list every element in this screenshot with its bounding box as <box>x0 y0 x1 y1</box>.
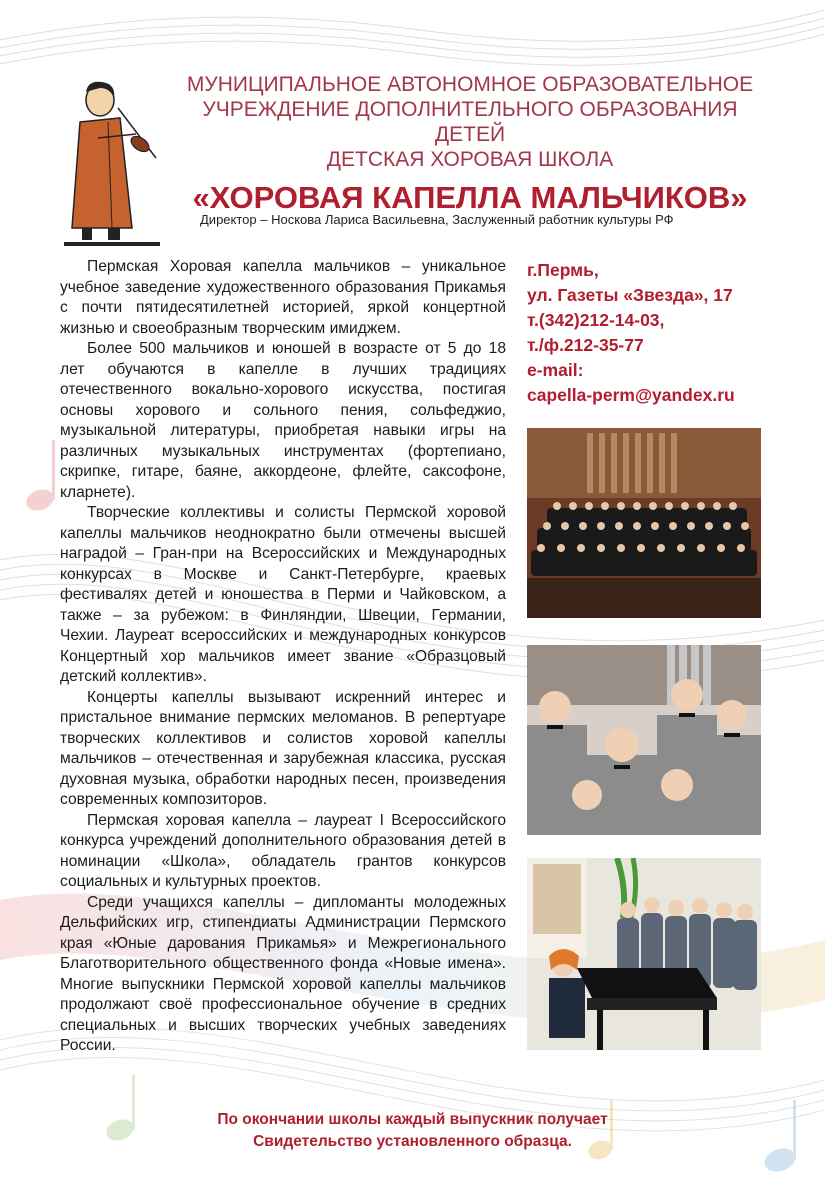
director-line: Директор – Носкова Лариса Васильевна, Заслуженный работник культуры РФ <box>200 212 674 227</box>
footer-line-1: По окончании школы каждый выпускник получает <box>217 1111 608 1128</box>
violinist-logo <box>58 78 168 253</box>
contact-address: ул. Газеты «Звезда», 17 <box>527 285 733 305</box>
footer-note <box>140 1109 685 1153</box>
contacts <box>527 258 797 408</box>
footer-line-2: Свидетельство установленного образца. <box>253 1133 572 1150</box>
paragraph: Пермская хоровая капелла – лауреат I Всероссийского конкурса учреждений дополнительного образования детей в номинации «Школа», обладатель грантов конкурсов социальных и культурных проектов. <box>60 811 506 890</box>
boys-singing-photo <box>527 645 761 835</box>
paragraph: Творческие коллективы и солисты Пермской хоровой капеллы мальчиков неоднократно были отмечены высшей наградой – Гран-при на Всероссийских и Международных конкурсах в Москве и Санкт-Петербурге, краевых фестивалях детей и юношества в Перми и Чайковском, а также – за рубежом: в Финляндии, Швеции, Германии, Чехии. Лауреат всероссийских и международных конкурсов Концертный хор мальчиков имеет звание «Образцовый детский коллектив». <box>60 504 506 685</box>
contact-fax: т./ф.212-35-77 <box>527 335 644 355</box>
choir-stage-photo <box>527 428 761 618</box>
paragraph: Пермская Хоровая капелла мальчиков – уникальное учебное заведение художественного образования Прикамья с почти пятидесятилетней историей, яркой концертной жизнью и своеобразным творческим имиджем. <box>60 258 506 337</box>
contact-email: capella-perm@yandex.ru <box>527 385 735 405</box>
group-piano-photo <box>527 858 761 1050</box>
contact-phone: т.(342)212-14-03, <box>527 310 665 330</box>
contact-city: г.Пермь, <box>527 260 599 280</box>
org-line-2: УЧРЕЖДЕНИЕ ДОПОЛНИТЕЛЬНОГО ОБРАЗОВАНИЯ ДЕТЕЙ <box>202 98 738 146</box>
body-text <box>60 257 506 1057</box>
header <box>180 72 760 216</box>
org-line-1: МУНИЦИПАЛЬНОЕ АВТОНОМНОЕ ОБРАЗОВАТЕЛЬНОЕ <box>186 73 754 96</box>
school-name: «ХОРОВАЯ КАПЕЛЛА МАЛЬЧИКОВ» <box>192 180 748 215</box>
org-line-3: ДЕТСКАЯ ХОРОВАЯ ШКОЛА <box>326 148 614 171</box>
paragraph: Среди учащихся капеллы – дипломанты молодежных Дельфийских игр, стипендиаты Администрации Пермского края «Юные дарования Прикамья» и Межрегионального Благотворительного общественного фонда «Новые имена». Многие выпускники Пермской хоровой капеллы мальчиков продолжают своё профессиональное обучение в средних специальных и высших творческих учебных заведениях России. <box>60 893 506 1054</box>
paragraph: Более 500 мальчиков и юношей в возрасте от 5 до 18 лет обучаются в капелле в лучших традициях отечественного вокально-хорового искусства, постигая основы хорового и сольного пения, сольфеджио, музыкальной литературы, приобретая навыки игры на различных музыкальных инструментах (фортепиано, скрипке, гитаре, баяне, аккордеоне, флейте, саксофоне, кларнете). <box>60 340 506 501</box>
contact-email-label: e-mail: <box>527 360 584 380</box>
paragraph: Концерты капеллы вызывают искренний интерес и пристальное внимание пермских меломанов. В репертуаре творческих коллективов и солистов хоровой капеллы мальчиков – отечественная и зарубежная классика, русская духовная музыка, обработки народных песен, произведения современных композиторов. <box>60 688 506 808</box>
